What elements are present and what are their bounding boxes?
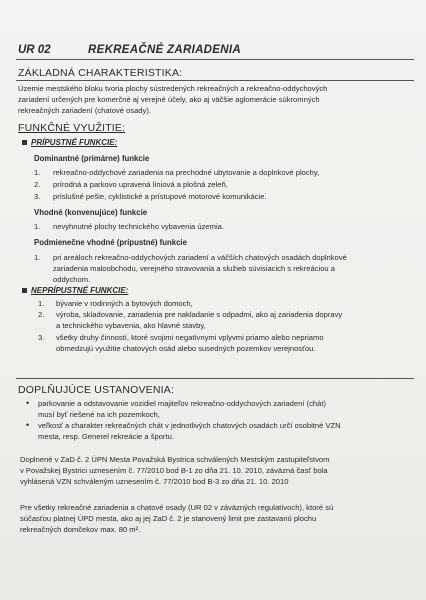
list-item: výroba, skladovanie, zariadenia pre nakladanie s odpadmi, ako aj zariadenia dopravy: [56, 310, 343, 319]
list-number: 1.: [38, 299, 45, 308]
basic-text-line: zariadení určených pre komerčné aj verejné účely, ako aj väčšie aglomerácie súkromných: [18, 95, 320, 104]
list-number: 2.: [34, 180, 41, 189]
header-rule: [16, 59, 414, 60]
basic-text-line: Územie mestského bloku tvoria plochy sústredených rekreačných a rekreačno-oddychových: [18, 84, 328, 93]
list-item: rekreačno-oddychové zariadenia na prechodné ubytovanie a doplnkové plochy,: [53, 168, 320, 177]
bullet-dot-icon: •: [26, 398, 30, 408]
bullet-line: veľkosť a charakter rekreačných chát v jednotlivých chatových osadách určí osobitné VZN: [38, 421, 341, 430]
document-title: REKREAČNÉ ZARIADENIA: [88, 44, 241, 56]
bullet-line: mesta, resp. Generel rekreácie a športu.: [38, 432, 174, 441]
suitable-functions-title: Vhodné (konvenujúce) funkcie: [34, 208, 148, 217]
addendum-line: v Považskej Bystrici uznesením č. 77/2010 bod B-1 zo dňa 21. 10. 2010, záväzná časť bola: [20, 466, 328, 475]
square-bullet-icon: [22, 288, 27, 293]
addendum-line: vyhlásená VZN schváleným uznesením č. 77/2010 bod B-3 zo dňa 21. 10. 2010: [20, 477, 289, 486]
forbidden-functions-title: NEPRÍPUSTNÉ FUNKCIE:: [22, 286, 128, 295]
conditional-functions-title: Podmienečne vhodné (prípustné) funkcie: [34, 238, 187, 247]
list-item: obmedzujú využitie chatových osád alebo susedných pozemkov verejnosťou.: [56, 344, 316, 353]
dominant-functions-title: Dominantné (primárne) funkcie: [34, 154, 150, 163]
bullet-dot-icon: •: [26, 420, 30, 430]
basic-text-line: rekreačných zariadení (chatové osady).: [18, 106, 151, 115]
allowed-functions-title: PRÍPUSTNÉ FUNKCIE:: [22, 138, 117, 147]
final-line: súčasťou platnej ÚPD mesta, ako aj jej ZaD č. 2 je stanovený limit pre zastavanú plochu: [20, 514, 317, 523]
list-number: 1.: [34, 168, 41, 177]
list-number: 3.: [34, 192, 41, 201]
final-line: Pre všetky rekreačné zariadenia a chatové osady (UR 02 v záväzných regulatívoch), ktoré sú: [20, 503, 334, 512]
list-number: 3.: [38, 333, 45, 342]
list-item: prírodná a parkovo upravená líniová a plošná zeleň,: [53, 180, 228, 189]
list-item: pri areáloch rekreačno-oddychových zariadení a väčších chatových osadách doplnkové: [53, 253, 347, 262]
basic-section-title: ZÁKLADNÁ CHARAKTERISTIKA:: [18, 67, 183, 79]
supplementary-rule: [16, 378, 414, 379]
list-number: 1.: [34, 253, 41, 262]
functional-section-title: FUNKČNÉ VYUŽITIE:: [18, 122, 126, 134]
basic-section-rule: [16, 80, 414, 81]
list-item: príslušné pešie, cyklistické a prístupové motorové komunikácie.: [53, 192, 267, 201]
square-bullet-icon: [22, 140, 27, 145]
list-item: oddychom.: [53, 275, 91, 284]
zone-code: UR 02: [18, 44, 51, 56]
bullet-line: parkovanie a odstavovanie vozidiel majiteľov rekreačno-oddychových zariadení (chát): [38, 399, 326, 408]
supplementary-section-title: DOPLŇUJÚCE USTANOVENIA:: [18, 384, 175, 396]
bullet-line: musí byť riešené na ich pozemkoch,: [38, 410, 160, 419]
list-item: bývanie v rodinných a bytových domoch,: [56, 299, 193, 308]
final-line: rekreačných domčekov max. 80 m².: [20, 525, 141, 534]
list-item: zariadenia maloobchodu, verejného stravovania a služieb súvisiacich s rekreáciou a: [53, 264, 335, 273]
addendum-line: Doplnené v ZaD č. 2 ÚPN Mesta Považská Bystrica schválených Mestským zastupiteľstvom: [20, 455, 330, 464]
list-number: 1.: [34, 222, 41, 231]
list-item: a technického vybavenia, ako hlavné stavby,: [56, 321, 206, 330]
list-number: 2.: [38, 310, 45, 319]
list-item: všetky druhy činností, ktoré svojimi negatívnymi vplyvmi priamo alebo nepriamo: [56, 333, 324, 342]
list-item: nevyhnutné plochy technického vybavenia územia.: [53, 222, 224, 231]
